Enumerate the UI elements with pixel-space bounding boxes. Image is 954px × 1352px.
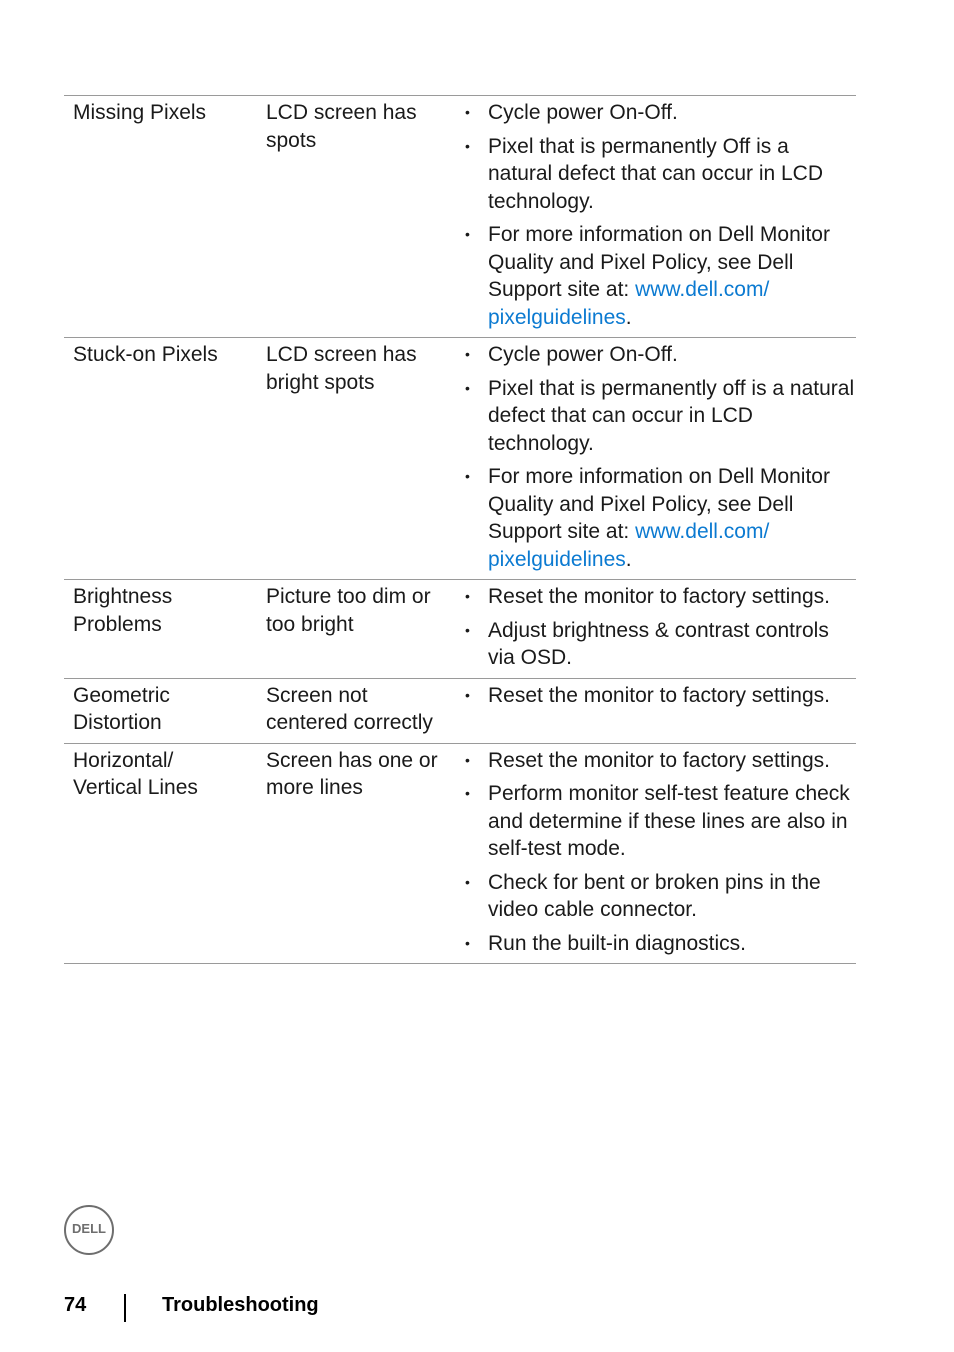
page-number: 74 bbox=[64, 1294, 87, 1316]
symptom-cell bbox=[266, 338, 460, 580]
solution-cell bbox=[460, 580, 856, 679]
solution-text: Run the built-in diagnostics. bbox=[488, 931, 746, 955]
solution-cell bbox=[460, 743, 856, 964]
troubleshooting-table bbox=[64, 95, 856, 964]
problem-cell bbox=[64, 96, 266, 338]
table-row bbox=[64, 743, 856, 964]
solution-list bbox=[460, 341, 856, 573]
problem-text: Stuck-on Pixels bbox=[73, 343, 218, 366]
solution-text-end: . bbox=[625, 547, 632, 571]
solution-text: Perform monitor self-test feature check and determine if these lines are also in self-test mode. bbox=[488, 782, 850, 860]
solution-list bbox=[460, 682, 856, 710]
solution-item bbox=[460, 780, 856, 863]
solution-text: Cycle power On-Off. bbox=[488, 101, 678, 124]
bullet-icon: • bbox=[465, 226, 470, 242]
footer-divider bbox=[124, 1294, 126, 1322]
bullet-icon: • bbox=[465, 873, 470, 890]
solution-item bbox=[460, 341, 856, 369]
table-row bbox=[64, 338, 856, 580]
bullet-icon: • bbox=[465, 686, 470, 703]
symptom-cell bbox=[266, 743, 460, 964]
solution-list bbox=[460, 747, 856, 958]
problem-cell bbox=[64, 678, 266, 743]
bullet-icon: • bbox=[465, 621, 470, 638]
symptom-text: Picture too dim or too bright bbox=[266, 585, 431, 636]
solution-item bbox=[460, 375, 856, 458]
symptom-cell bbox=[266, 678, 460, 743]
solution-text: For more information on Dell Monitor Quality and Pixel Policy, see Dell Support site at: bbox=[488, 465, 830, 543]
solution-text: Cycle power On-Off. bbox=[488, 343, 678, 366]
symptom-text: LCD screen has bright spots bbox=[266, 343, 417, 394]
bullet-icon: • bbox=[465, 468, 470, 484]
bullet-icon: • bbox=[465, 137, 470, 154]
bullet-icon: • bbox=[465, 588, 470, 604]
bullet-icon: • bbox=[465, 785, 470, 801]
symptom-text: Screen has one or more lines bbox=[266, 748, 438, 799]
solution-text: Reset the monitor to factory settings. bbox=[488, 683, 830, 707]
problem-text: Geometric Distortion bbox=[73, 683, 170, 734]
solution-item bbox=[460, 869, 856, 924]
problem-cell bbox=[64, 743, 266, 964]
symptom-text: Screen not centered correctly bbox=[266, 683, 433, 734]
solution-text: Pixel that is permanently Off is a natural defect that can occur in LCD technology. bbox=[488, 134, 824, 213]
problem-text: Brightness Problems bbox=[73, 585, 173, 636]
bullet-icon: • bbox=[465, 379, 470, 396]
bullet-icon: • bbox=[465, 104, 470, 120]
bullet-icon: • bbox=[465, 346, 470, 362]
symptom-text: LCD screen has spots bbox=[266, 101, 417, 152]
solution-text: Reset the monitor to factory settings. bbox=[488, 585, 830, 608]
solution-cell bbox=[460, 338, 856, 580]
solution-cell bbox=[460, 96, 856, 338]
table-body bbox=[64, 96, 856, 964]
solution-item bbox=[460, 583, 856, 611]
solution-list bbox=[460, 583, 856, 672]
dell-logo-text: DELL bbox=[72, 1221, 106, 1236]
symptom-cell bbox=[266, 580, 460, 679]
solution-text: Check for bent or broken pins in the video cable connector. bbox=[488, 870, 821, 921]
bullet-icon: • bbox=[465, 934, 470, 951]
problem-text: Missing Pixels bbox=[73, 101, 207, 124]
solution-text: For more information on Dell Monitor Quality and Pixel Policy, see Dell Support site at: bbox=[488, 223, 830, 301]
solution-list bbox=[460, 99, 856, 331]
solution-item bbox=[460, 133, 856, 216]
table-row bbox=[64, 678, 856, 743]
solution-item bbox=[460, 682, 856, 710]
solution-text-end: . bbox=[625, 305, 632, 329]
pixel-guidelines-link[interactable]: www.dell.com/ pixelguidelines bbox=[488, 520, 770, 571]
solution-item bbox=[460, 617, 856, 672]
symptom-cell bbox=[266, 96, 460, 338]
solution-cell bbox=[460, 678, 856, 743]
solution-item bbox=[460, 930, 856, 958]
solution-text: Adjust brightness & contrast controls via OSD. bbox=[488, 618, 829, 669]
section-title: Troubleshooting bbox=[162, 1294, 319, 1316]
problem-cell bbox=[64, 338, 266, 580]
problem-text: Horizontal/ Vertical Lines bbox=[73, 748, 198, 799]
solution-item bbox=[460, 747, 856, 775]
solution-item bbox=[460, 99, 856, 127]
table-row bbox=[64, 580, 856, 679]
problem-cell bbox=[64, 580, 266, 679]
solution-item bbox=[460, 463, 856, 573]
pixel-guidelines-link[interactable]: www.dell.com/ pixelguidelines bbox=[488, 278, 770, 329]
solution-text: Pixel that is permanently off is a natural defect that can occur in LCD technology. bbox=[488, 376, 855, 455]
table-row bbox=[64, 96, 856, 338]
dell-logo bbox=[64, 1205, 114, 1255]
solution-item bbox=[460, 221, 856, 331]
solution-text: Reset the monitor to factory settings. bbox=[488, 748, 830, 772]
bullet-icon: • bbox=[465, 751, 470, 768]
